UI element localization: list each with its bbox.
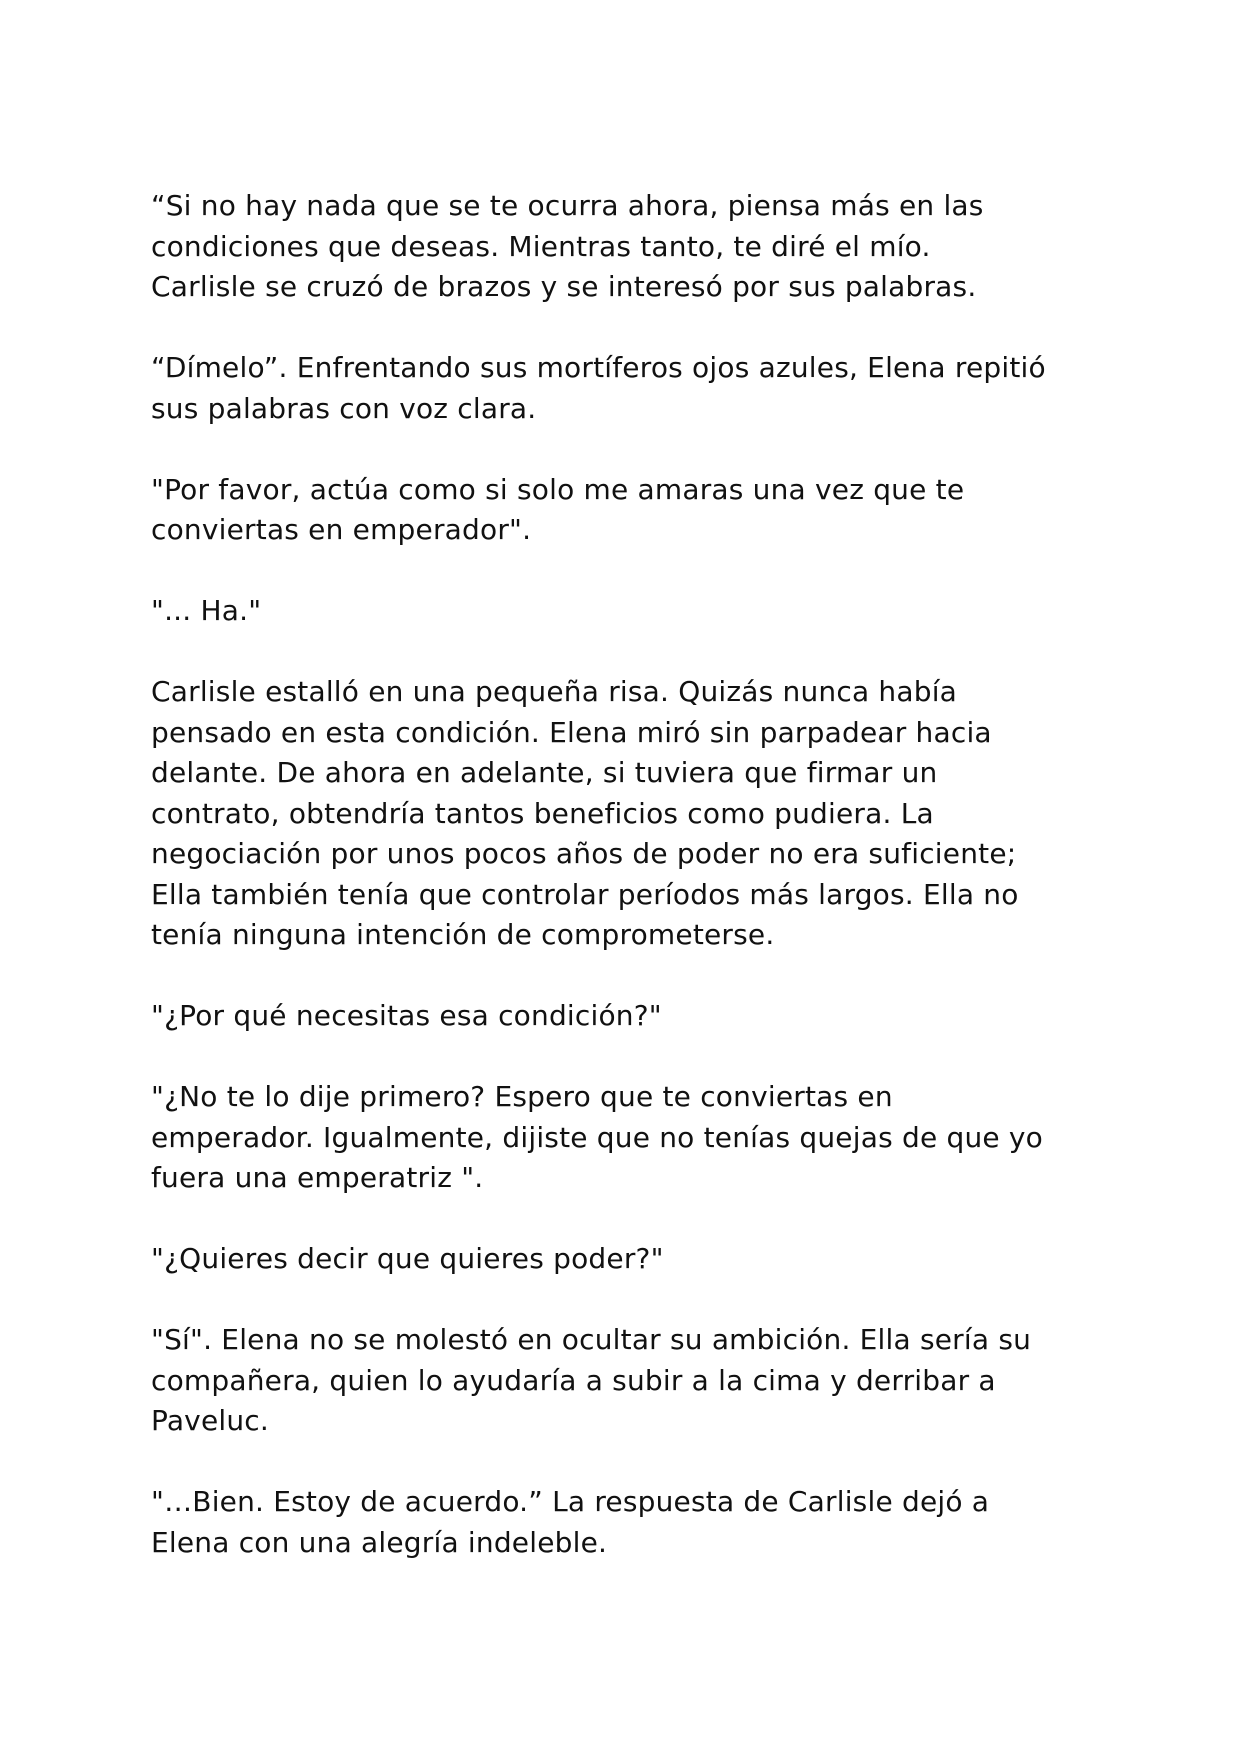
paragraph-6: "¿Por qué necesitas esa condición?" [151, 999, 662, 1032]
paragraph-1: “Si no hay nada que se te ocurra ahora, piensa más en las condiciones que deseas. Mientras tanto, te diré el mío. Carlisle se cruzó de brazos y se interesó por sus palabras. [151, 189, 984, 303]
paragraph-9: "Sí". Elena no se molestó en ocultar su ambición. Ella sería su compañera, quien lo ayudaría a subir a la cima y derribar a Paveluc. [151, 1323, 1032, 1437]
paragraph-5: Carlisle estalló en una pequeña risa. Quizás nunca había pensado en esta condición. Elena miró sin parpadear hacia delante. De ahora en adelante, si tuviera que firmar un contrato, obtendría tantos beneficios como pudiera. La negociación por unos pocos años de poder no era suficiente; Ella también tenía que controlar períodos más largos. Ella no tenía ninguna intención de comprometerse. [151, 675, 1019, 951]
paragraph-7: "¿No te lo dije primero? Espero que te conviertas en emperador. Igualmente, dijiste que no tenías quejas de que yo fuera una emperatriz ". [151, 1080, 1044, 1194]
paragraph-10: "…Bien. Estoy de acuerdo.” La respuesta de Carlisle dejó a Elena con una alegría indeleble. [151, 1485, 990, 1559]
paragraph-2: “Dímelo”. Enfrentando sus mortíferos ojos azules, Elena repitió sus palabras con voz clara. [151, 351, 1046, 425]
paragraph-3: "Por favor, actúa como si solo me amaras una vez que te conviertas en emperador". [151, 472, 965, 546]
paragraph-4: "... Ha." [151, 594, 262, 627]
document-body [151, 186, 1091, 1604]
paragraph-8: "¿Quieres decir que quieres poder?" [151, 1242, 664, 1275]
